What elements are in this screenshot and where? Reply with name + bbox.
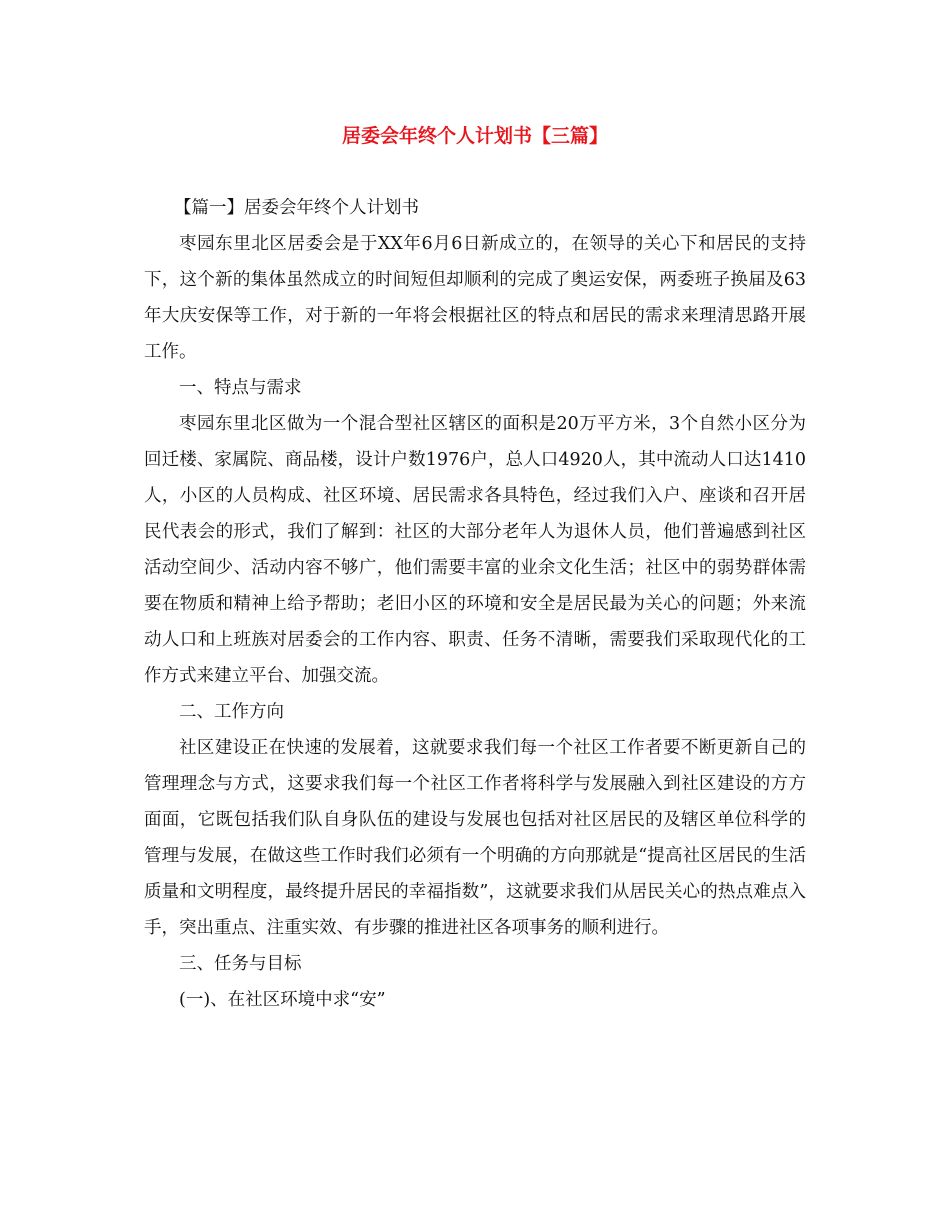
- document-body: [144, 190, 806, 1018]
- section-heading-features: 一、特点与需求: [179, 378, 302, 398]
- subsection-heading-environment: (一)、在社区环境中求“安”: [179, 990, 386, 1010]
- document-title: 居委会年终个人计划书【三篇】: [341, 125, 608, 147]
- section-heading-direction: 二、工作方向: [179, 702, 284, 722]
- section-heading-part-one: 【篇一】居委会年终个人计划书: [174, 198, 419, 218]
- direction-paragraph: 社区建设正在快速的发展着，这就要求我们每一个社区工作者要不断更新自己的管理理念与方式，这要求我们每一个社区工作者将科学与发展融入到社区建设的方方面面，它既包括我们队自身队伍的建设与发展也包括对社区居民的及辖区单位科学的管理与发展，在做这些工作时我们必须有一个明确的方向那就是“提高社区居民的生活质量和文明程度，最终提升居民的幸福指数”，这就要求我们从居民关心的热点难点入手，突出重点、注重实效、有步骤的推进社区各项事务的顺利进行。: [144, 738, 806, 938]
- section-heading-tasks: 三、任务与目标: [179, 954, 302, 974]
- intro-paragraph: 枣园东里北区居委会是于XX年6月6日新成立的，在领导的关心下和居民的支持下，这个新的集体虽然成立的时间短但却顺利的完成了奥运安保，两委班子换届及63年大庆安保等工作，对于新的一年将会根据社区的特点和居民的需求来理清思路开展工作。: [144, 234, 806, 362]
- features-paragraph: 枣园东里北区做为一个混合型社区辖区的面积是20万平方米，3个自然小区分为回迁楼、家属院、商品楼，设计户数1976户，总人口4920人，其中流动人口达1410人，小区的人员构成、社区环境、居民需求各具特色，经过我们入户、座谈和召开居民代表会的形式，我们了解到：社区的大部分老年人为退休人员，他们普遍感到社区活动空间少、活动内容不够广，他们需要丰富的业余文化生活；社区中的弱势群体需要在物质和精神上给予帮助；老旧小区的环境和安全是居民最为关心的问题；外来流动人口和上班族对居委会的工作内容、职责、任务不清晰，需要我们采取现代化的工作方式来建立平台、加强交流。: [144, 414, 806, 686]
